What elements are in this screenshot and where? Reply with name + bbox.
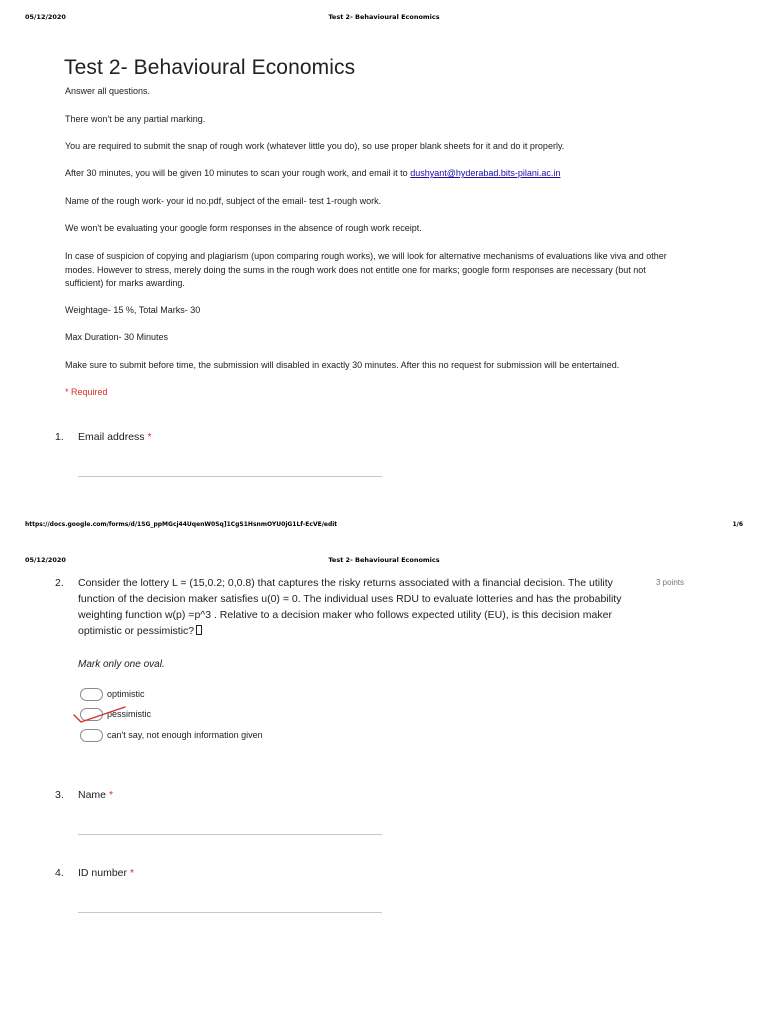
question-number: 4. — [55, 867, 64, 879]
required-star: * — [129, 867, 135, 879]
question-title — [78, 429, 152, 445]
email-link[interactable]: dushyant@hyderabad.bits-pilani.ac.in — [410, 168, 561, 178]
question-number: 3. — [55, 789, 64, 801]
description-line: Max Duration- 30 Minutes — [65, 332, 169, 342]
description-line: Name of the rough work- your id no.pdf, subject of the email- test 1-rough work. — [65, 196, 382, 206]
question-title — [78, 865, 134, 881]
form-title: Test 2- Behavioural Economics — [64, 56, 356, 79]
question-text — [78, 575, 643, 639]
description-line: Answer all questions. — [65, 86, 151, 96]
description-line: You are required to submit the snap of rough work (whatever little you do), so use proper blank sheets for it and do it properly. — [65, 141, 565, 151]
checkmark-icon — [72, 703, 128, 725]
print-date: 05/12/2020 — [25, 13, 66, 21]
required-star: * — [147, 431, 152, 443]
print-date: 05/12/2020 — [25, 556, 66, 564]
radio-oval[interactable] — [80, 729, 103, 742]
print-url: https://docs.google.com/forms/d/1SG_ppMGcj44UqenW0Sq]1CgS1HsnmOYU0jG1Lf-EcVE/edit — [25, 521, 338, 528]
description-line: We won't be evaluating your google form responses in the absence of rough work receipt. — [65, 223, 422, 233]
option-label: optimistic — [107, 689, 145, 699]
required-star: * — [108, 789, 114, 801]
description-text: After 30 minutes, you will be given 10 minutes to scan your rough work, and email it to — [65, 168, 411, 178]
question-title-text: ID number — [78, 867, 128, 879]
radio-oval[interactable] — [80, 688, 103, 701]
description-line: There won't be any partial marking. — [65, 114, 206, 124]
option-label: pessimistic — [107, 709, 152, 719]
question-title-text: Email address — [78, 431, 145, 443]
print-header-page-2 — [0, 556, 768, 568]
print-title: Test 2- Behavioural Economics — [328, 556, 440, 564]
id-number-answer-field[interactable] — [78, 912, 382, 913]
description-paragraph: Make sure to submit before time, the submission will disabled in exactly 30 minutes. After this no request for submission will be entertained. — [65, 360, 620, 370]
description-line: Weightage- 15 %, Total Marks- 30 — [65, 305, 201, 315]
description-line — [65, 167, 675, 181]
question-number: 2. — [55, 577, 64, 589]
description-paragraph: In case of suspicion of copying and plagiarism (upon comparing rough works), we will look for alternative mechanisms of evaluations like viva and other modes. However to stress, merely doing the sums in the rough work does not entitle one for marks; google form responses are necessary (but not sufficient) for marks awarding. — [65, 251, 667, 288]
question-text-body: Consider the lottery L = (15,0.2; 0,0.8) that captures the risky returns associated with a financial decision. The utility function of the decision maker satisfies u(0) = 0. The individual uses RDU to evaluate lotteries and has the probability weighting function w(p) =p^3 . Relative to a decision maker who follows expected utility (EU), is this decision maker optimistic or pessimistic? — [78, 577, 622, 637]
points-label: 3 points — [656, 578, 685, 587]
name-answer-field[interactable] — [78, 834, 382, 835]
question-title — [78, 787, 113, 803]
print-header-page-1 — [0, 13, 768, 25]
instruction-text: Mark only one oval. — [78, 659, 165, 670]
page-number: 1/6 — [732, 521, 743, 528]
print-footer-page-1 — [0, 521, 768, 533]
print-title: Test 2- Behavioural Economics — [328, 13, 440, 21]
option-label: can't say, not enough information given — [107, 730, 263, 740]
email-answer-field[interactable] — [78, 476, 382, 477]
question-number: 1. — [55, 431, 64, 443]
required-note: * Required — [65, 387, 108, 397]
placeholder-glyph-icon — [196, 625, 202, 635]
question-title-text: Name — [78, 789, 107, 801]
